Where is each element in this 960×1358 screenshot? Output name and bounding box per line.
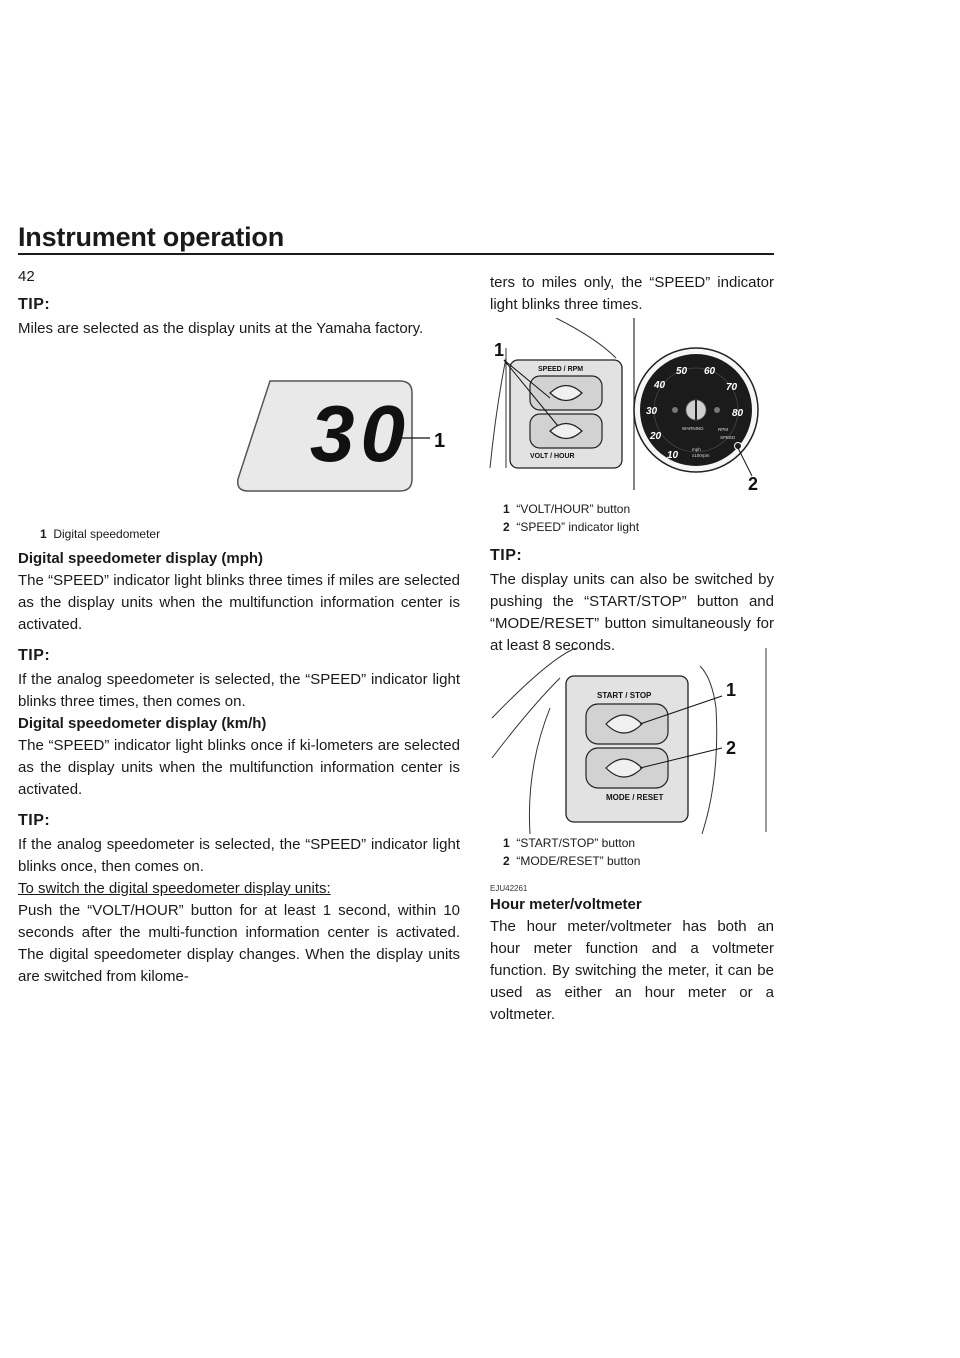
digital-speed-value: 30 [310,389,411,478]
caption-text: “SPEED” indicator light [516,520,640,534]
right-column-section [490,872,774,1026]
page-title: Instrument operation [18,222,285,252]
left-column-main [18,548,460,988]
gauge-label-70: 70 [726,382,738,393]
tip-heading: TIP: [18,296,51,313]
kmh-heading: Digital speedometer display (km/h) [18,715,267,732]
panel-line [556,318,616,358]
caption-number: 1 [503,836,510,850]
caption-text: Digital speedometer [53,527,161,541]
kmh-text: The “SPEED” indicator light blinks once if ki-lometers are selected as the display units when the multifunction information center is activated. [18,737,460,798]
panel-line [490,348,506,468]
section-title: Hour meter/voltmeter [490,896,642,913]
gauge-unit-rpm: x100rpm [692,453,710,458]
start-stop-mode-reset-illustration [490,648,774,834]
gauge-label-60: 60 [704,366,716,377]
tip-heading: TIP: [490,547,523,564]
caption-number: 2 [503,520,510,534]
callout-line [738,448,752,476]
left-column-top [18,294,460,340]
figure3-caption [503,834,640,870]
gauge-label-40: 40 [654,380,666,391]
tip-heading: TIP: [18,647,51,664]
mph-heading: Digital speedometer display (mph) [18,550,264,567]
tip-heading: TIP: [18,812,51,829]
title-rule [18,253,774,255]
label-mode-reset: MODE / RESET [606,793,664,802]
continued-text: ters to miles only, the “SPEED” indicator light blinks three times. [490,274,774,313]
section-text: The hour meter/voltmeter has both an hour meter function and a voltmeter function. By switching the meter, it can be used as either an hour meter or a voltmeter. [490,918,774,1023]
callout-1: 1 [434,430,446,452]
gauge-label-50: 50 [676,366,688,377]
gauge-label-80: 80 [732,408,744,419]
caption-number: 1 [40,527,47,541]
switch-text: Push the “VOLT/HOUR” button for at least 1 second, within 10 seconds after the multi-function information center is activated. The digital speedometer display changes. When the display units are switched from kilome- [18,902,460,985]
right-column-tip [490,545,774,657]
gauge-rpm-label: RPM [718,427,728,432]
caption-number: 2 [503,854,510,868]
tip-text: If the analog speedometer is selected, the “SPEED” indicator light blinks three times, then comes on. [18,671,460,710]
gauge-label-10: 10 [667,450,679,461]
digital-speedometer-illustration [230,375,470,500]
section-code: EJU42261 [490,884,528,893]
switch-heading: To switch the digital speedometer display units: [18,880,331,897]
callout-2: 2 [748,474,759,494]
gauge-label-30: 30 [646,406,658,417]
tip-text: Miles are selected as the display units at the Yamaha factory. [18,320,424,337]
caption-number: 1 [503,502,510,516]
figure1-caption [40,525,160,543]
caption-text: “MODE/RESET” button [516,854,641,868]
gauge-warning-label: WARNING [682,426,704,431]
label-volt-hour: VOLT / HOUR [530,453,575,460]
mph-text: The “SPEED” indicator light blinks three times if miles are selected as the display units when the multifunction information center is activated. [18,572,460,633]
figure2-caption [503,500,639,536]
gauge-unit-mph: mph [692,447,701,452]
callout-2: 2 [726,738,737,758]
volt-hour-button-illustration [486,318,776,496]
right-column-top [490,272,774,316]
caption-text: “START/STOP” button [516,836,636,850]
label-start-stop: START / STOP [597,691,652,700]
label-speed-rpm: SPEED / RPM [538,366,584,373]
callout-1: 1 [726,680,737,700]
tip-text: If the analog speedometer is selected, the “SPEED” indicator light blinks once, then comes on. [18,836,460,875]
tip-text: The display units can also be switched by pushing the “START/STOP” button and “MODE/RESET” button simultaneously for at least 8 seconds. [490,571,774,654]
gauge-speed-label: SPEED [720,435,736,440]
caption-text: “VOLT/HOUR” button [516,502,631,516]
panel-line [492,678,560,758]
panel-line [492,648,576,718]
callout-1: 1 [494,340,505,360]
panel-line [529,708,550,834]
gauge-label-20: 20 [650,431,662,442]
page-number: 42 [18,268,35,285]
analog-gauge [634,348,758,472]
